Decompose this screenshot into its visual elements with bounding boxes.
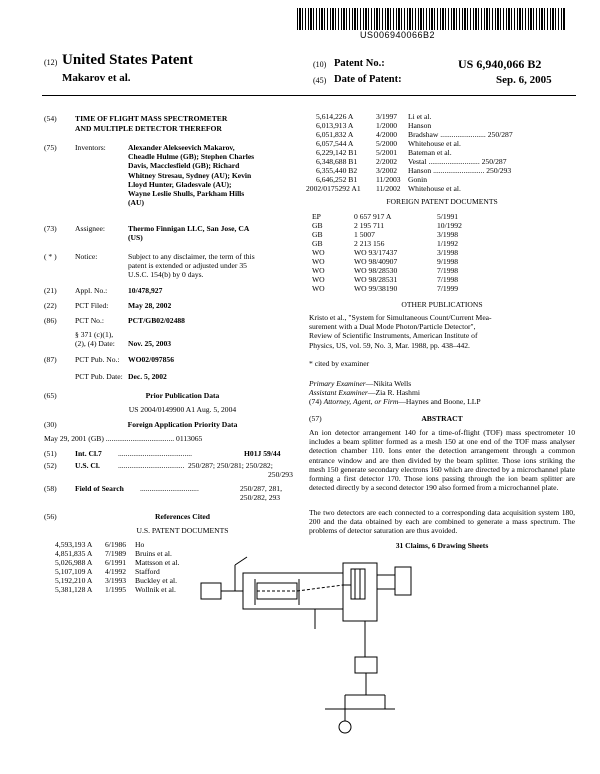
inventors-label: Inventors: bbox=[75, 143, 106, 152]
us-value: 250/287; 250/281; 250/282; bbox=[188, 461, 273, 470]
title-line-2: AND MULTIPLE DETECTOR THEREFOR bbox=[75, 124, 222, 133]
us-label: U.S. Cl. bbox=[75, 461, 100, 470]
us-value-2: 250/293 bbox=[268, 470, 293, 479]
pct-pub-date-label: PCT Pub. Date: bbox=[75, 372, 123, 381]
pct-filed: May 28, 2002 bbox=[128, 301, 172, 310]
int-value: H01J 59/44 bbox=[244, 449, 281, 458]
drawing-ion-source bbox=[201, 583, 221, 599]
pct-pub-label: PCT Pub. No.: bbox=[75, 355, 120, 364]
s371-a: § 371 (c)(1), bbox=[75, 330, 114, 339]
drawing-pump bbox=[355, 657, 377, 673]
pct-pub-code: (87) bbox=[44, 355, 57, 364]
patent-no: US 6,940,066 B2 bbox=[458, 57, 542, 71]
asst-examiner-line: Assistant Examiner—Zia R. Hashmi bbox=[309, 388, 420, 397]
abstract-p2: The two detectors are each connected to a corresponding data acquisition system 180, 200 and the data obtained by each are combined to generate a mass spectrum. The problems of detector saturation are thus avoided. bbox=[309, 508, 575, 536]
us-dots: ................................... bbox=[118, 461, 185, 470]
assignee-code: (73) bbox=[44, 224, 57, 233]
foreign-title: Foreign Application Priority Data bbox=[127, 420, 238, 429]
field-value: 250/287, 281, bbox=[240, 484, 282, 493]
appl-label: Appl. No.: bbox=[75, 286, 108, 295]
examiner-line: Primary Examiner—Nikita Wells bbox=[309, 379, 412, 388]
pct-filed-label: PCT Filed: bbox=[75, 301, 109, 310]
attorney-line: (74) Attorney, Agent, or Firm—Haynes and Boone, LLP bbox=[309, 397, 481, 406]
ref-title: References Cited bbox=[155, 512, 210, 521]
pct-no-code: (86) bbox=[44, 316, 57, 325]
pct-no-label: PCT No.: bbox=[75, 316, 104, 325]
appl-no: 10/478,927 bbox=[128, 286, 163, 295]
prior-text: US 2004/0149900 A1 Aug. 5, 2004 bbox=[128, 405, 237, 414]
pct-no: PCT/GB02/02488 bbox=[128, 316, 185, 325]
title-line-1: TIME OF FLIGHT MASS SPECTROMETER bbox=[75, 114, 228, 123]
s371-date: Nov. 25, 2003 bbox=[128, 339, 172, 348]
patent-no-label: Patent No.: bbox=[334, 58, 385, 69]
assignee: Thermo Finnigan LLC, San Jose, CA (US) bbox=[128, 224, 250, 243]
prior-code: (65) bbox=[44, 391, 57, 400]
barcode bbox=[297, 8, 565, 30]
patent-date: Sep. 6, 2005 bbox=[496, 74, 552, 86]
inventors-code: (75) bbox=[44, 143, 57, 152]
foreign-row: May 29, 2001 (GB) .................................... 0113065 bbox=[44, 434, 203, 443]
field-code: (58) bbox=[44, 484, 57, 493]
drawing-detector bbox=[351, 569, 365, 599]
foreign-code: (30) bbox=[44, 420, 57, 429]
foreign-docs-title: FOREIGN PATENT DOCUMENTS bbox=[386, 197, 498, 206]
other-pub: Kristo et al., "System for Simultaneous Count/Current Mea- surement with a Dual Mode Photon/Particle Detector", Review of Scientific Instruments, American Institute of Physics, US, vol. 59, No. 3, Mar. 1988, pp. 438–442. bbox=[309, 313, 492, 350]
abstract-title: ABSTRACT bbox=[421, 414, 463, 423]
notice-text: Subject to any disclaimer, the term of this patent is extended or adjusted under 35 U.S.C. 154(b) by 0 days. bbox=[128, 252, 255, 280]
field-label: Field of Search bbox=[75, 484, 124, 493]
us-code: (52) bbox=[44, 461, 57, 470]
date-label: Date of Patent: bbox=[334, 74, 402, 85]
us-docs-title: U.S. PATENT DOCUMENTS bbox=[136, 526, 229, 535]
notice-code: ( * ) bbox=[44, 252, 57, 261]
drawing-acquisition bbox=[395, 567, 411, 595]
s371-b: (2), (4) Date: bbox=[75, 339, 115, 348]
cited-by: * cited by examiner bbox=[309, 359, 370, 368]
abstract-code: (57) bbox=[309, 414, 322, 423]
assignee-label: Assignee: bbox=[75, 224, 105, 233]
prior-title: Prior Publication Data bbox=[145, 391, 220, 400]
title-code: (54) bbox=[44, 114, 57, 123]
header-rule bbox=[42, 95, 576, 96]
inventor-short: Makarov et al. bbox=[62, 72, 131, 84]
claims-line: 31 Claims, 6 Drawing Sheets bbox=[395, 541, 489, 550]
ref-code: (56) bbox=[44, 512, 57, 521]
drawing-ground bbox=[339, 721, 351, 733]
appl-code: (21) bbox=[44, 286, 57, 295]
barcode-number: US006940066B2 bbox=[360, 30, 436, 40]
int-dots: ....................................... bbox=[118, 449, 193, 458]
code-45: (45) bbox=[313, 76, 327, 85]
int-label: Int. Cl.7 bbox=[75, 449, 102, 458]
patent-drawing bbox=[195, 545, 425, 750]
pct-pub: WO02/097856 bbox=[128, 355, 174, 364]
code-12: (12) bbox=[44, 58, 58, 67]
country-title: United States Patent bbox=[62, 52, 193, 68]
other-pub-title: OTHER PUBLICATIONS bbox=[401, 300, 483, 309]
int-code: (51) bbox=[44, 449, 57, 458]
field-value-2: 250/282, 293 bbox=[240, 493, 281, 502]
inventors: Alexander Alekseevich Makarov, Cheadle Hulme (GB); Stephen Charles Davis, Macclesfield (GB); Richard Whitney Stresau, Sydney (AU); Kevin Lloyd Hunter, Gladesvale (AU); Wayne Leslie Shulls, Parkham Hills (AU) bbox=[128, 143, 255, 208]
notice-label: Notice: bbox=[75, 252, 98, 261]
code-10: (10) bbox=[313, 60, 327, 69]
pct-filed-code: (22) bbox=[44, 301, 57, 310]
pct-pub-date: Dec. 5, 2002 bbox=[128, 372, 167, 381]
abstract-p1: An ion detector arrangement 140 for a time-of-flight (TOF) mass spectrometer 10 includes a beam splitter formed as a mesh 150 at one end of the TOF mass analyser detection chamber 110. Ions enter the detection arrangement through a common entrance window and are then divided by the beam splitter. Those ions striking the mesh 150 generate secondary electrons 160 which are directed by a microchannel plate forming a first detector 170. Those ions passing through the ion beam splitter are detected directly by a second detector 190 also formed from a microchannel plate. bbox=[309, 428, 575, 493]
field-dots: ............................... bbox=[140, 484, 199, 493]
